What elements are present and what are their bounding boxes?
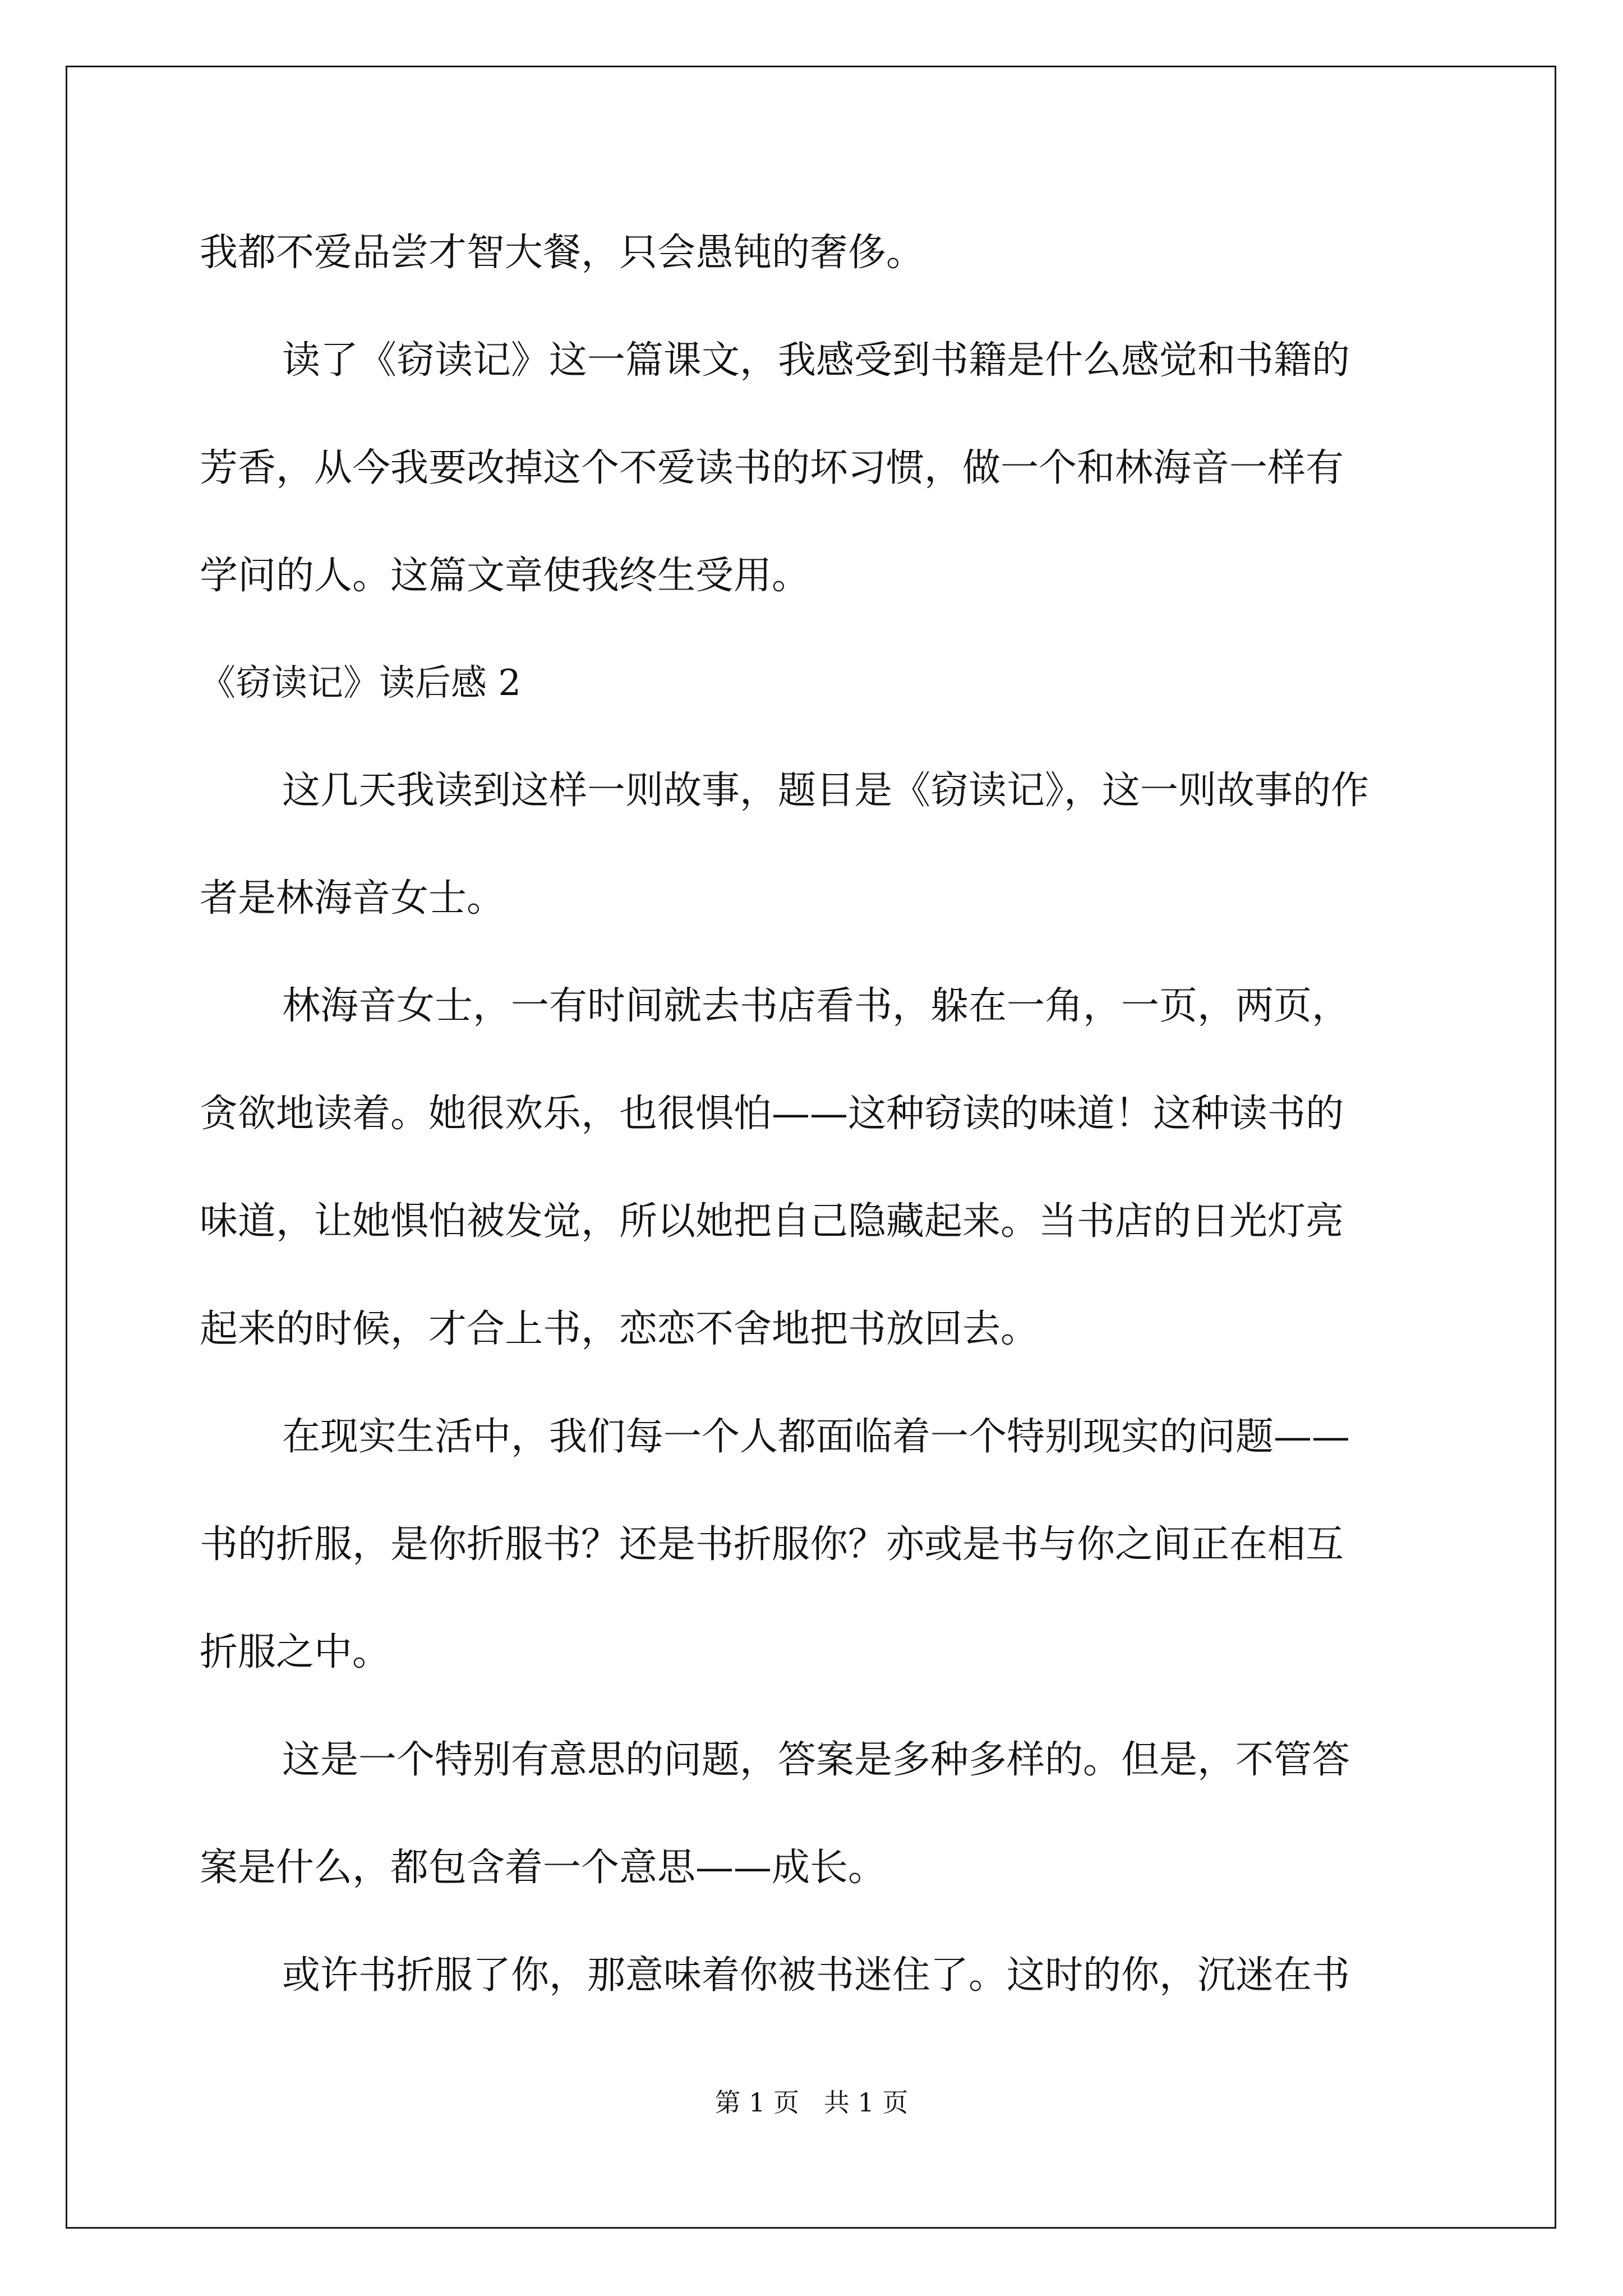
text-line: 芳香，从今我要改掉这个不爱读书的坏习惯，做一个和林海音一样有 [200, 446, 1344, 490]
text-line: 书的折服，是你折服书？还是书折服你？亦或是书与你之间正在相互 [200, 1522, 1344, 1567]
section-heading: 《窃读记》读后感 2 [200, 662, 522, 704]
page-number-footer: 第 1 页 共 1 页 [714, 2087, 909, 2118]
text-line: 贪欲地读着。她很欢乐，也很惧怕——这种窃读的味道！这种读书的 [200, 1092, 1344, 1136]
page-border [66, 66, 1556, 2229]
paragraph-start: 这几天我读到这样一则故事，题目是《窃读记》，这一则故事的作 [282, 769, 1370, 813]
text-line: 我都不爱品尝才智大餐，只会愚钝的奢侈。 [200, 231, 925, 275]
paragraph-start: 在现实生活中，我们每一个人都面临着一个特别现实的问题—— [282, 1415, 1350, 1459]
text-line: 者是林海音女士。 [200, 876, 505, 921]
paragraph-start: 读了《窃读记》这一篇课文，我感受到书籍是什么感觉和书籍的 [282, 338, 1350, 383]
text-line: 起来的时候，才合上书，恋恋不舍地把书放回去。 [200, 1307, 1039, 1351]
text-line: 味道，让她惧怕被发觉，所以她把自己隐藏起来。当书店的日光灯亮 [200, 1199, 1344, 1244]
text-line: 折服之中。 [200, 1630, 391, 1674]
paragraph-start: 林海音女士，一有时间就去书店看书，躲在一角，一页，两页， [282, 984, 1350, 1028]
paragraph-start: 或许书折服了你，那意味着你被书迷住了。这时的你，沉迷在书 [282, 1953, 1350, 1998]
text-line: 案是什么，都包含着一个意思——成长。 [200, 1846, 887, 1890]
text-line: 学问的人。这篇文章使我终生受用。 [200, 554, 810, 598]
paragraph-start: 这是一个特别有意思的问题，答案是多种多样的。但是，不管答 [282, 1738, 1350, 1782]
